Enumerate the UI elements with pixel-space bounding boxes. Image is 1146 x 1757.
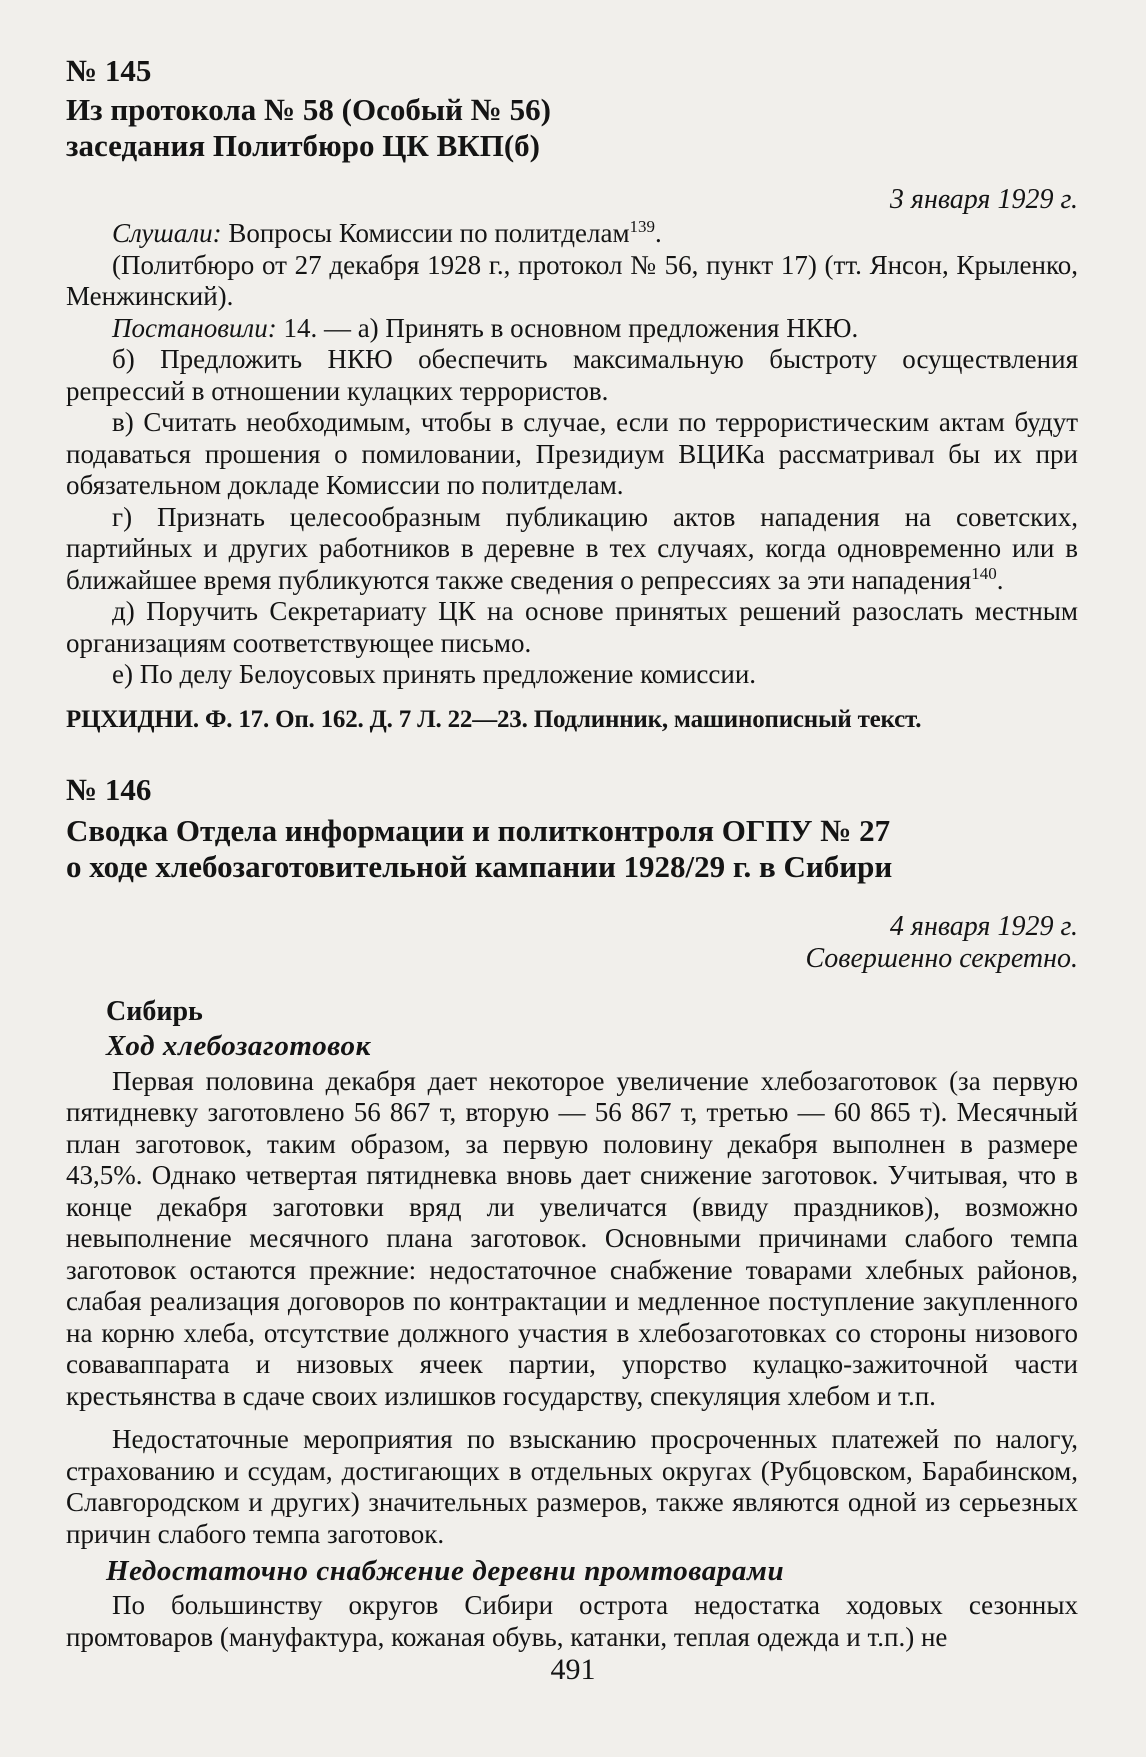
item-g-end: . xyxy=(996,564,1004,595)
resolved-text: 14. — а) Принять в основном предложения НКЮ. xyxy=(283,312,859,343)
footnote-139: 139 xyxy=(629,217,656,236)
doc145-item-g xyxy=(66,502,1078,597)
doc145-item-e: е) По делу Белоусовых принять предложение комиссии. xyxy=(112,659,757,689)
doc146-number: № 146 xyxy=(66,771,152,807)
doc146-para1: Первая половина декабря дает некоторое увеличение хлебозаготовок (за первую пятидневку заготовлено 56 867 т, вторую — 56 867 т, третью — 60 865 т). Месячный план заготовок, таким образом, за первую половину декабря выполнен в размере 43,5%. Однако четвертая пятидневка вновь дает снижение заготовок. Учитывая, что в конце декабря заготовки вряд ли увеличатся (ввиду праздников), возможно невыполнение месячного плана заготовок. Основными причинами слабого темпа заготовок остаются прежние: недостаточное снабжение товарами хлебных районов, слабая реализация договоров по контрактации и медленное поступление закупленного на корню хлеба, отсутствие должного участия в хлебозаготовках со стороны низового соваваппарата и низовых ячеек партии, упорство кулацко-зажиточной части крестьянства в сдаче своих излишков государству, спекуляция хлебом и т.п. xyxy=(66,1065,1078,1411)
item-g-text: г) Признать целесообразным публикацию актов нападения на советских, партийных и других работников в деревне в тех случаях, когда одновременно или в ближайшее время публикуются также сведения о репрессиях за эти нападения xyxy=(66,501,1078,595)
doc145-item-b: б) Предложить НКЮ обеспечить максимальную быстроту осуществления репрессий в отношении кулацких террористов. xyxy=(66,344,1078,406)
page-content xyxy=(66,52,1078,1653)
heard-end: . xyxy=(655,218,662,248)
doc145-number: № 145 xyxy=(66,53,152,88)
doc145-heard xyxy=(66,218,1078,250)
doc145-source: РЦХИДНИ. Ф. 17. Оп. 162. Д. 7 Л. 22—23. Подлинник, машинописный текст. xyxy=(66,705,922,733)
doc145-item-d: д) Поручить Секретариату ЦК на основе принятых решений разослать местным организациям соответствующее письмо. xyxy=(66,596,1078,658)
doc146-subhead-progress: Ход хлебозаготовок xyxy=(106,1029,371,1062)
resolved-label: Постановили: xyxy=(112,312,277,343)
doc146-subhead-supply: Недостаточно снабжение деревни промтоварами xyxy=(106,1555,785,1587)
doc145-item-v: в) Считать необходимым, чтобы в случае, если по террористическим актам будут подаваться прошения о помиловании, Президиум ВЦИКа рассматривал бы их при обязательном докладе Комиссии по политделам. xyxy=(66,407,1078,500)
page-number: 491 xyxy=(550,1653,596,1686)
doc146-date: 4 января 1929 г. xyxy=(889,910,1078,942)
footnote-140: 140 xyxy=(971,563,997,583)
doc146-title-line1: Сводка Отдела информации и политконтроля ОГПУ № 27 xyxy=(66,812,891,848)
heard-text: Вопросы Комиссии по политделам xyxy=(228,218,630,248)
doc145-title-line2: заседания Политбюро ЦК ВКП(б) xyxy=(66,128,540,163)
doc146-region: Сибирь xyxy=(106,995,203,1027)
doc145-resolved xyxy=(66,313,1078,345)
doc146-classification: Совершенно секретно. xyxy=(805,942,1078,974)
doc145-title-line1: Из протокола № 58 (Особый № 56) xyxy=(66,92,551,127)
doc145-date: 3 января 1929 г. xyxy=(889,184,1078,215)
heard-label: Слушали: xyxy=(112,218,222,248)
doc145-reference: (Политбюро от 27 декабря 1928 г., протокол № 56, пункт 17) (тт. Янсон, Крыленко, Менжинский). xyxy=(66,249,1078,311)
doc146-para3: По большинству округов Сибири острота недостатка ходовых сезонных промтоваров (мануфактура, кожаная обувь, катанки, теплая одежда и т.п.) не xyxy=(66,1590,1078,1652)
doc146-para2: Недостаточные мероприятия по взысканию просроченных платежей по налогу, страхованию и ссудам, достигающих в отдельных округах (Рубцовском, Барабинском, Славгородском и других) значительных размеров, также являются одной из серьезных причин слабого темпа заготовок. xyxy=(66,1424,1078,1549)
doc146-title-line2: о ходе хлебозаготовительной кампании 1928/29 г. в Сибири xyxy=(66,848,893,884)
